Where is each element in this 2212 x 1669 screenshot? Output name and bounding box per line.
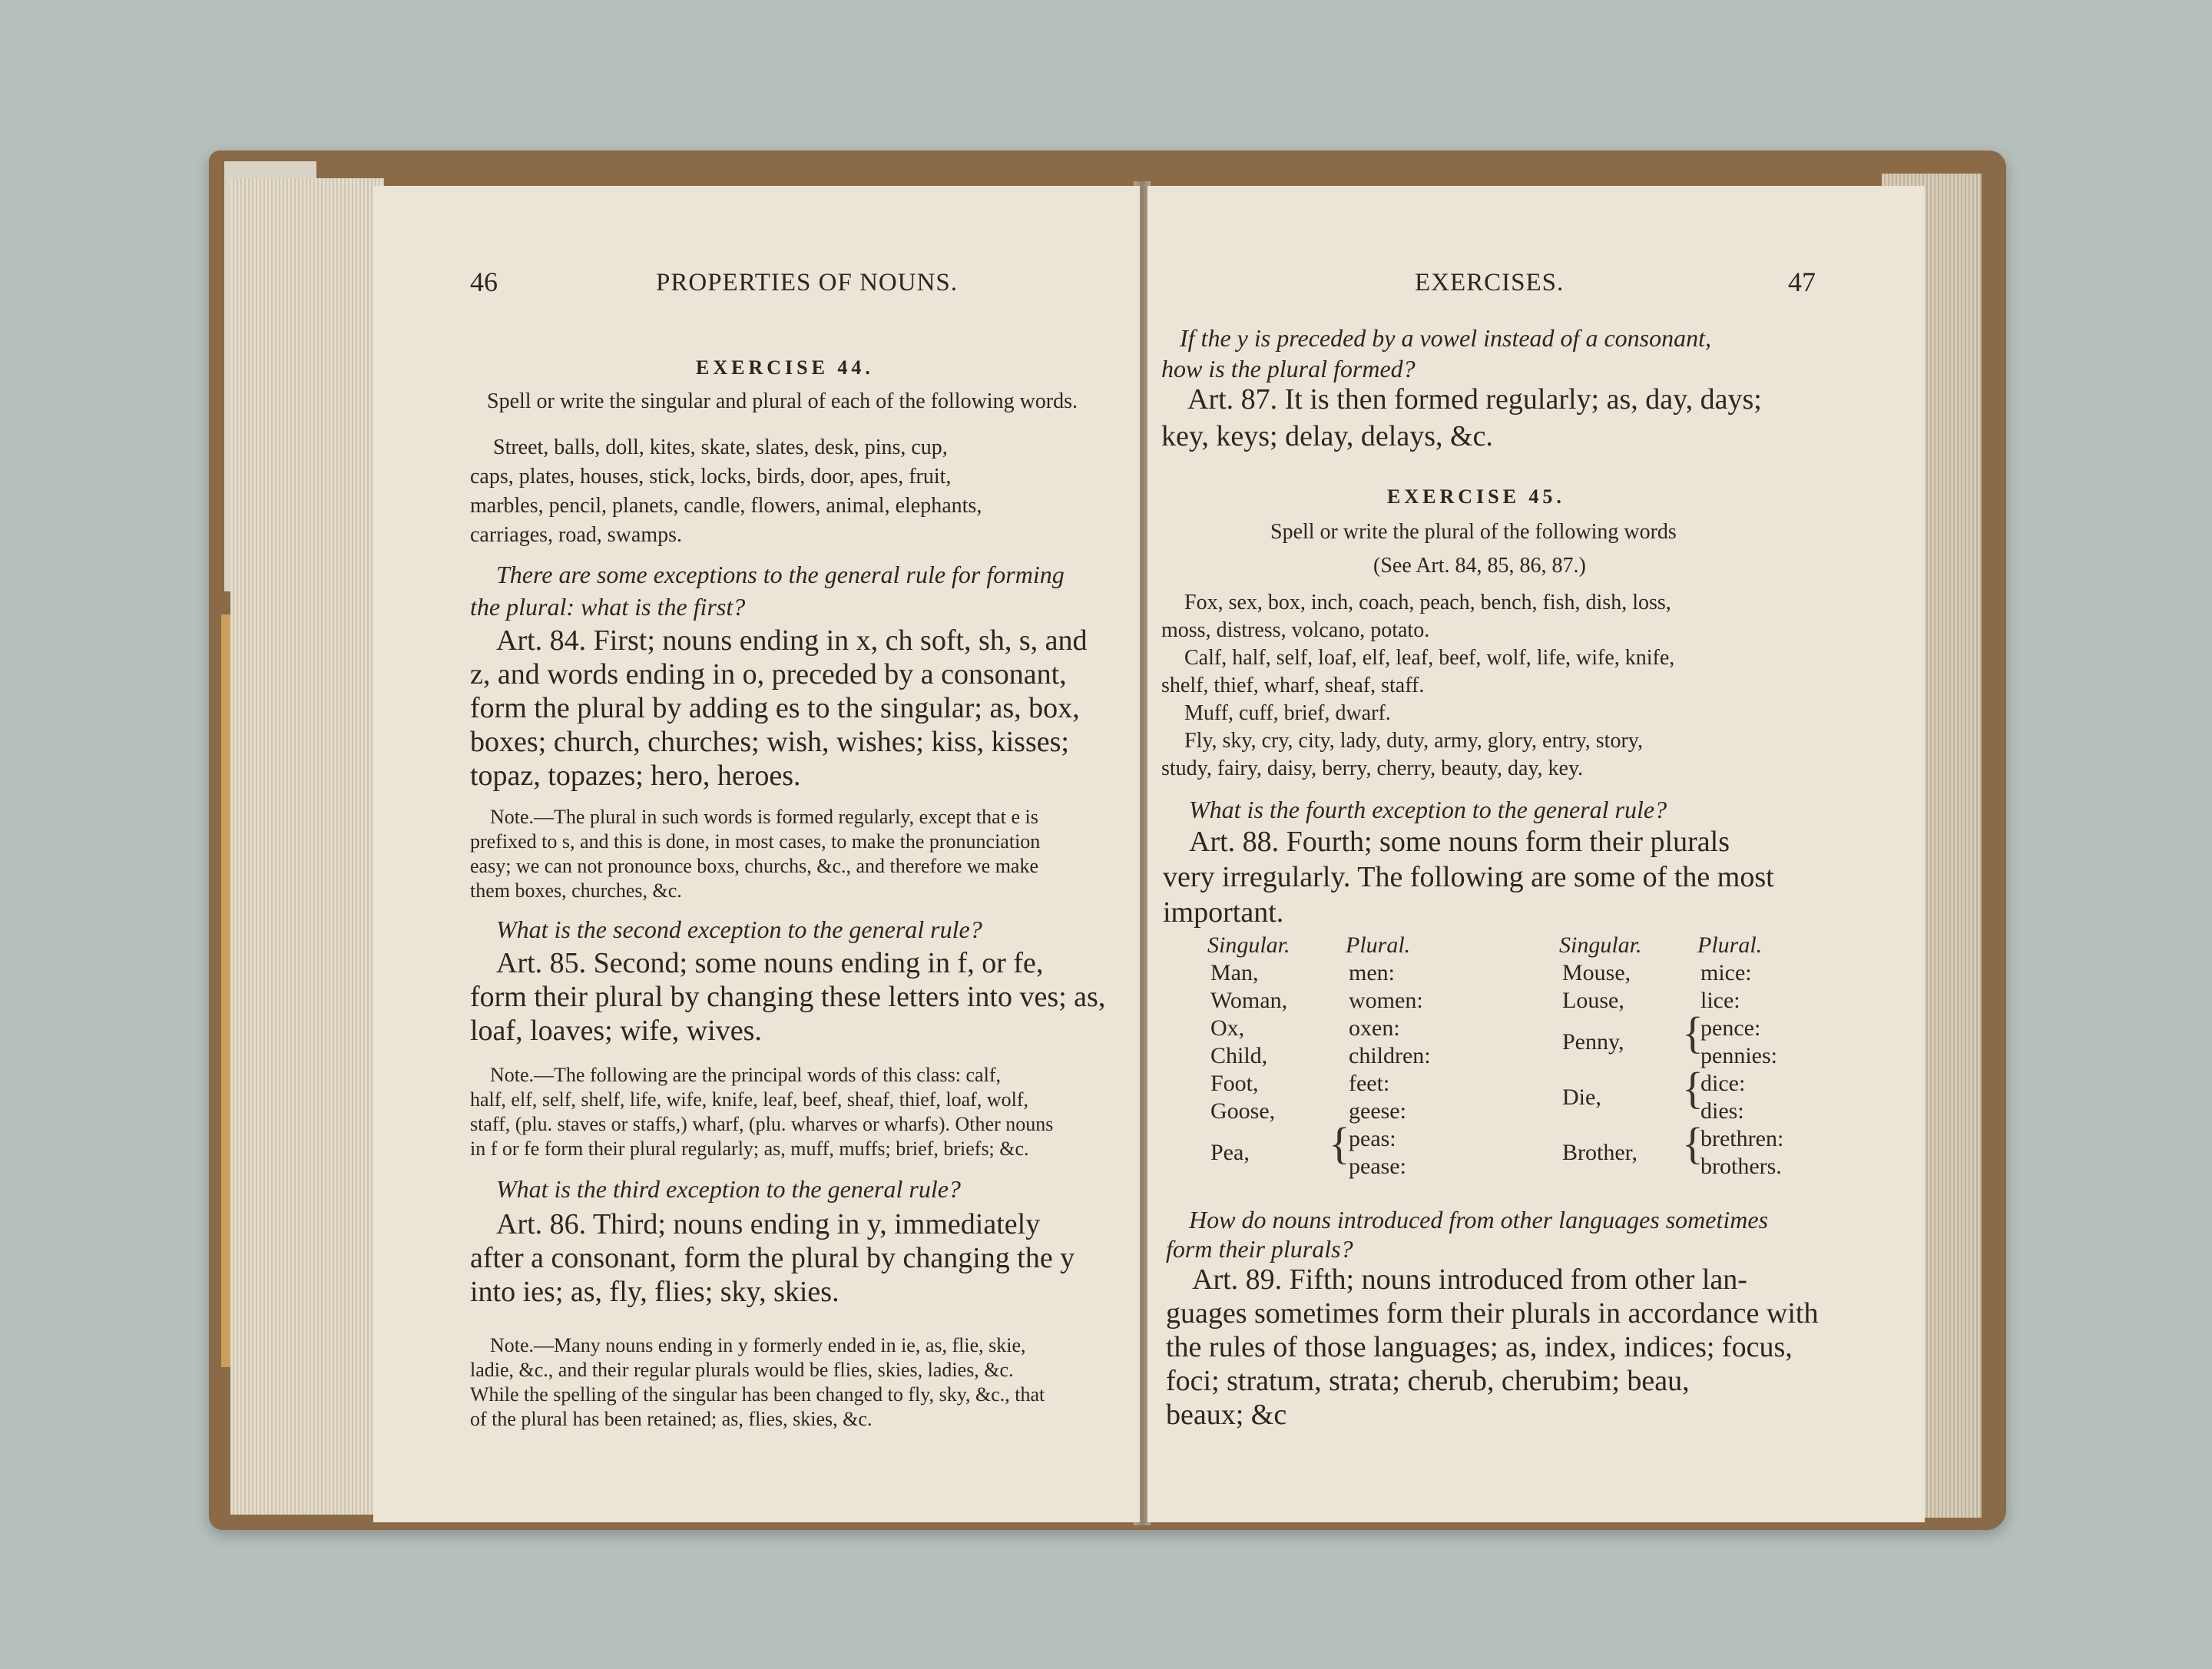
note: them boxes, churches, &c. — [470, 879, 682, 902]
table-singular: Ox, — [1210, 1015, 1245, 1041]
note: While the spelling of the singular has been changed to fly, sky, &c., that — [470, 1383, 1045, 1406]
exercise-line: Street, balls, doll, kites, skate, slates, desk, pins, cup, — [493, 435, 948, 459]
table-singular: Child, — [1210, 1043, 1268, 1068]
article-89: guages sometimes form their plurals in accordance with — [1166, 1297, 1819, 1330]
exercise-instruction: Spell or write the singular and plural of each of the following words. — [487, 389, 1078, 413]
question: form their plurals? — [1166, 1235, 1353, 1263]
exercise-reference: (See Art. 84, 85, 86, 87.) — [1373, 554, 1586, 578]
brace: { — [1682, 1008, 1704, 1058]
running-head: PROPERTIES OF NOUNS. — [656, 269, 959, 296]
article-87: Art. 87. It is then formed regularly; as, day, days; — [1187, 383, 1762, 416]
table-plural: lice: — [1700, 988, 1740, 1013]
table-plural: feet: — [1349, 1071, 1390, 1096]
question: How do nouns introduced from other languages sometimes — [1189, 1206, 1769, 1234]
question: There are some exceptions to the general rule for forming — [496, 561, 1065, 588]
table-plural: brethren: — [1700, 1126, 1784, 1151]
article-88: important. — [1163, 896, 1284, 929]
article-84: z, and words ending in o, preceded by a consonant, — [470, 658, 1067, 690]
table-singular: Man, — [1210, 960, 1259, 985]
article-89: the rules of those languages; as, index, indices; focus, — [1166, 1331, 1793, 1363]
exercise-line: moss, distress, volcano, potato. — [1161, 618, 1430, 642]
article-89: Art. 89. Fifth; nouns introduced from other lan- — [1192, 1263, 1747, 1296]
exercise-line: shelf, thief, wharf, sheaf, staff. — [1161, 674, 1425, 697]
note: staff, (plu. staves or staffs,) wharf, (plu. wharves or wharfs). Other nouns — [470, 1113, 1054, 1135]
table-plural: oxen: — [1349, 1015, 1400, 1041]
article-89: beaux; &c — [1166, 1399, 1287, 1431]
question: the plural: what is the first? — [470, 593, 746, 621]
question: What is the second exception to the general rule? — [496, 916, 982, 943]
question: how is the plural formed? — [1161, 355, 1416, 382]
article-86: Art. 86. Third; nouns ending in y, immediately — [496, 1208, 1041, 1240]
article-87: key, keys; delay, delays, &c. — [1161, 420, 1493, 452]
table-plural: pennies: — [1700, 1043, 1777, 1068]
brace: { — [1682, 1063, 1704, 1113]
table-plural: pease: — [1349, 1154, 1406, 1179]
table-singular: Brother, — [1562, 1140, 1637, 1165]
exercise-title: EXERCISE 45. — [1387, 485, 1565, 508]
brace: { — [1329, 1118, 1350, 1168]
table-singular: Louse, — [1562, 988, 1624, 1013]
note: Note.—The plural in such words is formed regularly, except that e is — [490, 806, 1038, 828]
left-page — [373, 186, 1140, 1522]
article-88: very irregularly. The following are some of the most — [1163, 861, 1774, 893]
note: easy; we can not pronounce boxs, churchs, &c., and therefore we make — [470, 855, 1038, 877]
exercise-line: Muff, cuff, brief, dwarf. — [1184, 701, 1391, 725]
table-singular: Goose, — [1210, 1098, 1276, 1124]
table-plural: pence: — [1700, 1015, 1761, 1041]
article-88: Art. 88. Fourth; some nouns form their plurals — [1189, 826, 1730, 858]
page-edges-left — [230, 178, 384, 1515]
exercise-line: caps, plates, houses, stick, locks, birds, door, apes, fruit, — [470, 465, 952, 488]
brace: { — [1682, 1118, 1704, 1168]
article-89: foci; stratum, strata; cherub, cherubim; beau, — [1166, 1365, 1690, 1397]
table-singular: Foot, — [1210, 1071, 1259, 1096]
article-84: Art. 84. First; nouns ending in x, ch soft, sh, s, and — [496, 624, 1088, 657]
table-plural: peas: — [1349, 1126, 1396, 1151]
exercise-line: Fly, sky, cry, city, lady, duty, army, glory, entry, story, — [1184, 729, 1643, 753]
table-plural: men: — [1349, 960, 1395, 985]
article-86: into ies; as, fly, flies; sky, skies. — [470, 1276, 839, 1308]
exercise-line: Fox, sex, box, inch, coach, peach, bench, fish, dish, loss, — [1184, 591, 1671, 614]
question: If the y is preceded by a vowel instead of a consonant, — [1180, 324, 1711, 352]
note: prefixed to s, and this is done, in most cases, to make the pronunciation — [470, 830, 1041, 853]
article-85: loaf, loaves; wife, wives. — [470, 1015, 762, 1047]
table-plural: dies: — [1700, 1098, 1744, 1124]
table-header: Plural. — [1346, 932, 1411, 958]
exercise-line: carriages, road, swamps. — [470, 523, 683, 547]
table-singular: Penny, — [1562, 1029, 1624, 1055]
exercise-line: study, fairy, daisy, berry, cherry, beauty, day, key. — [1161, 757, 1584, 780]
table-singular: Mouse, — [1562, 960, 1631, 985]
table-header: Singular. — [1559, 932, 1642, 958]
table-singular: Die, — [1562, 1085, 1601, 1110]
exercise-line: marbles, pencil, planets, candle, flowers, animal, elephants, — [470, 494, 982, 518]
table-plural: children: — [1349, 1043, 1431, 1068]
article-85: form their plural by changing these letters into ves; as, — [470, 981, 1106, 1013]
note: of the plural has been retained; as, flies, skies, &c. — [470, 1408, 873, 1430]
page-number: 46 — [470, 267, 498, 297]
running-head: EXERCISES. — [1415, 269, 1565, 296]
table-header: Singular. — [1207, 932, 1290, 958]
question: What is the fourth exception to the general rule? — [1189, 796, 1667, 823]
article-84: topaz, topazes; hero, heroes. — [470, 760, 801, 792]
table-singular: Woman, — [1210, 988, 1288, 1013]
note: ladie, &c., and their regular plurals would be flies, skies, ladies, &c. — [470, 1359, 1014, 1381]
table-plural: mice: — [1700, 960, 1752, 985]
article-85: Art. 85. Second; some nouns ending in f, or fe, — [496, 947, 1044, 979]
right-page — [1147, 186, 1925, 1522]
note: Note.—Many nouns ending in y formerly ended in ie, as, flie, skie, — [490, 1334, 1026, 1356]
exercise-title: EXERCISE 44. — [696, 356, 874, 379]
question: What is the third exception to the general rule? — [496, 1175, 961, 1203]
table-plural: brothers. — [1700, 1154, 1782, 1179]
article-84: form the plural by adding es to the singular; as, box, — [470, 692, 1080, 724]
table-plural: dice: — [1700, 1071, 1746, 1096]
exercise-instruction: Spell or write the plural of the following words — [1270, 520, 1677, 544]
page-number: 47 — [1788, 267, 1816, 297]
note: Note.—The following are the principal words of this class: calf, — [490, 1064, 1001, 1086]
table-singular: Pea, — [1210, 1140, 1250, 1165]
article-86: after a consonant, form the plural by changing the y — [470, 1242, 1075, 1274]
note: in f or fe form their plural regularly; as, muff, muffs; brief, briefs; &c. — [470, 1138, 1029, 1160]
table-plural: women: — [1349, 988, 1423, 1013]
exercise-line: Calf, half, self, loaf, elf, leaf, beef, wolf, life, wife, knife, — [1184, 646, 1675, 670]
article-84: boxes; church, churches; wish, wishes; kiss, kisses; — [470, 726, 1069, 758]
table-header: Plural. — [1697, 932, 1763, 958]
note: half, elf, self, shelf, life, wife, knife, leaf, beef, sheaf, thief, loaf, wolf, — [470, 1088, 1028, 1111]
table-plural: geese: — [1349, 1098, 1406, 1124]
